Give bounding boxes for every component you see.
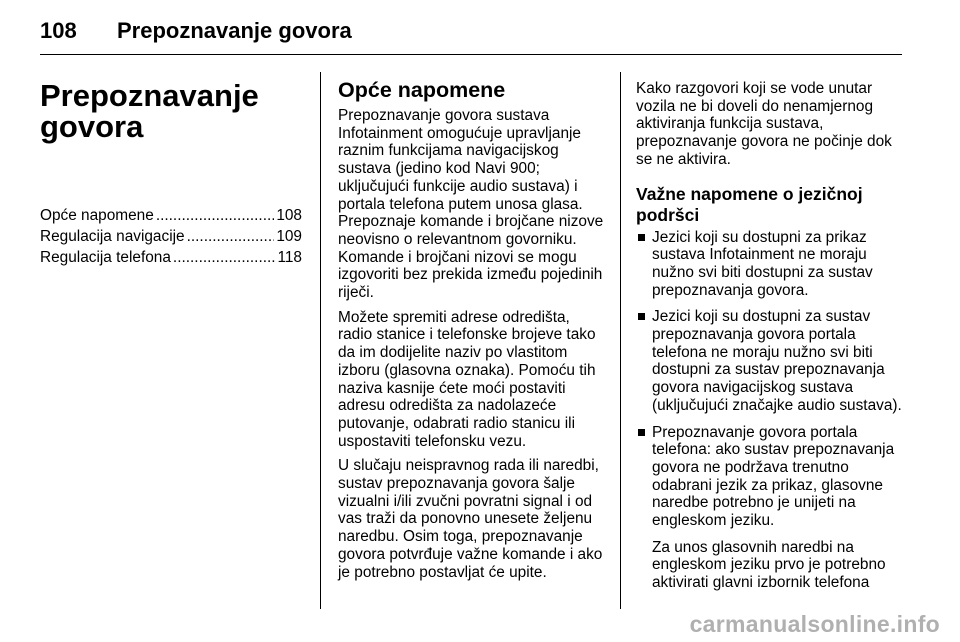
toc-entry-page: 118 (277, 249, 302, 266)
list-item: Prepoznavanje govora portala telefona: ako sustav prepoznavanja govora ne podržava trenutno odabrani jezik za prikaz, glasovne naredbe potrebno je unijeti na engleskom jeziku. Za unos glasovnih naredbi na engleskom jeziku prvo je potrebno aktivirati glavni izbornik telefona (636, 424, 904, 592)
toc-leader-dots (173, 247, 276, 268)
language-notes-column (636, 80, 904, 601)
section-title: Opće napomene (338, 78, 506, 102)
bullet-list (636, 229, 904, 592)
paragraph: Kako razgovori koji se vode unutar vozila ne bi doveli do nenamjernog aktiviranja funkcija sustava, prepoznavanje govora ne počinje dok se ne aktivira. (636, 80, 892, 168)
subsection-title: Važne napomene o jezičnoj podršci (636, 183, 863, 225)
toc-entry[interactable] (40, 226, 302, 247)
general-notes-column (338, 80, 604, 588)
list-item: Jezici koji su dostupni za sustav prepoznavanja govora portala telefona ne moraju nužno svi biti dostupni za sustav prepoznavanja govora navigacijskog sustava (uključujući značajke audio sustava). (636, 308, 904, 414)
list-item-continuation: Za unos glasovnih naredbi na engleskom jeziku prvo je potrebno aktivirati glavni izbornik telefona (652, 538, 886, 592)
toc-leader-dots (156, 205, 275, 226)
paragraph: Možete spremiti adrese odredišta, radio stanice i telefonske brojeve tako da im dodijelite naziv po vlastitom izboru (glasovna oznaka). Pomoću tih naziva kasnije ćete moći postaviti adresu odredišta za nadolazeće putovanje, odabrati radio stanicu ili uspostaviti telefonsku vezu. (338, 308, 596, 450)
page-header (40, 18, 902, 55)
toc-entry[interactable] (40, 205, 302, 226)
running-title: Prepoznavanje govora (117, 18, 352, 43)
watermark: carmanualsonline.info (689, 611, 940, 637)
column-divider (320, 72, 321, 609)
column-divider (620, 72, 621, 609)
page-number: 108 (40, 18, 77, 43)
toc-entry-page: 108 (276, 207, 302, 224)
toc-entry-label: Opće napomene (40, 207, 154, 224)
toc-column (40, 80, 302, 268)
list-item: Jezici koji su dostupni za prikaz sustava Infotainment ne moraju nužno svi biti dostupni za sustav prepoznavanja govora. (636, 229, 904, 300)
toc-entry[interactable] (40, 247, 302, 268)
chapter-title: Prepoznavanje govora (40, 78, 259, 144)
toc-entry-page: 109 (276, 228, 302, 245)
paragraph: Prepoznavanje govora sustava Infotainment omogućuje upravljanje raznim funkcijama navigacijskog sustava (jedino kod Navi 900; uključujući funkcije audio sustava) i portala telefona putem unosa glasa. Prepoznaje komande i brojčane nizove neovisno o relevantnom govorniku. Komande i brojčani nizovi se mogu izgovoriti bez prekida između pojedinih riječi. (338, 107, 604, 302)
paragraph: U slučaju neispravnog rada ili naredbi, sustav prepoznavanja govora šalje vizualni i/ili zvučni povratni signal i od vas traži da ponovno unesete željenu naredbu. Osim toga, prepoznavanje govora potvrđuje važne komande i ako je potrebno postavljat će upite. (338, 457, 603, 581)
toc-leader-dots (187, 226, 275, 247)
toc-entry-label: Regulacija navigacije (40, 228, 185, 245)
toc-entry-label: Regulacija telefona (40, 249, 171, 266)
